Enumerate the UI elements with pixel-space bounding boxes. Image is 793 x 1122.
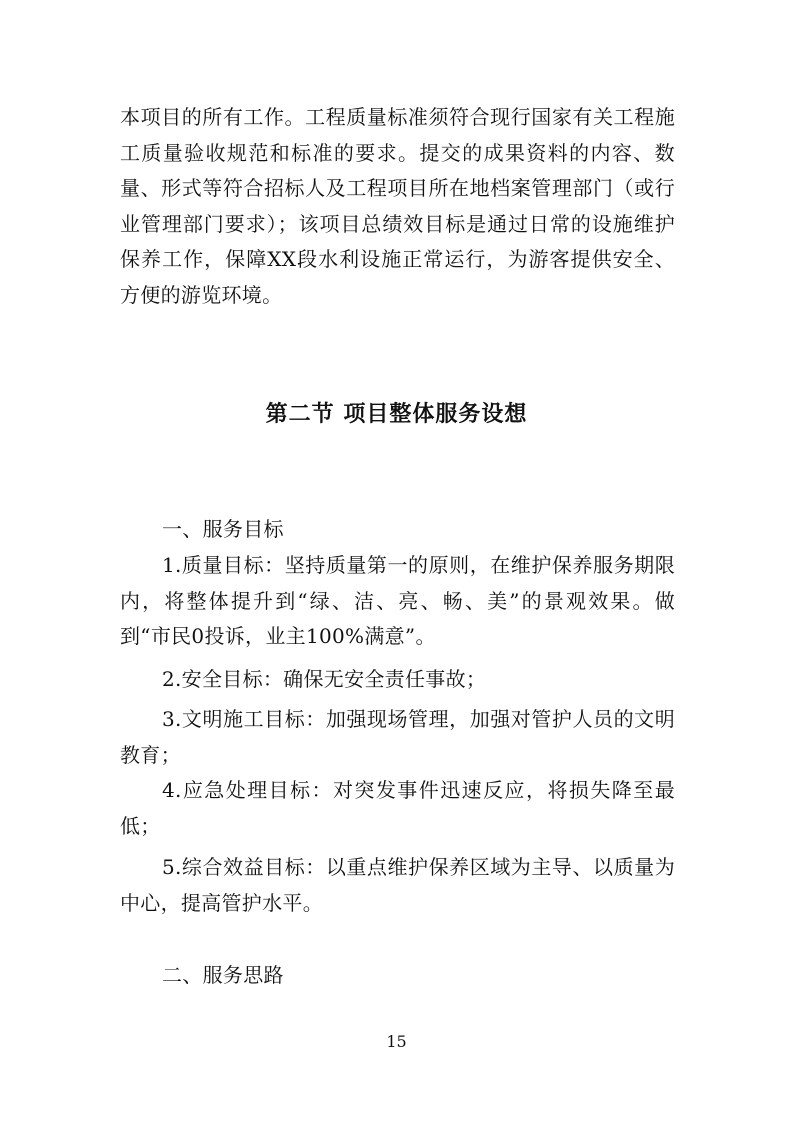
- page-number: 15: [386, 1032, 407, 1051]
- goal-quality: 1.质量目标：坚持质量第一的原则，在维护保养服务期限内，将整体提升到“绿、洁、亮、畅、美”的景观效果。做到“市民0投诉，业主100%满意”。: [120, 553, 675, 648]
- service-goals-heading: 一、服务目标: [162, 517, 284, 541]
- goal-emergency-handling: 4.应急处理目标：对突发事件迅速反应，将损失降至最低；: [120, 778, 675, 838]
- intro-paragraph: 本项目的所有工作。工程质量标准须符合现行国家有关工程施工质量验收规范和标准的要求。提交的成果资料的内容、数量、形式等符合招标人及工程项目所在地档案管理部门（或行业管理部门要求）；该项目总绩效目标是通过日常的设施维护保养工作，保障XX段水利设施正常运行，为游客提供安全、方便的游览环境。: [120, 105, 675, 307]
- goal-comprehensive-benefit: 5.综合效益目标：以重点维护保养区域为主导、以质量为中心，提高管护水平。: [120, 855, 675, 915]
- goal-safety: 2.安全目标：确保无安全责任事故；: [162, 667, 487, 691]
- goal-civilized-construction: 3.文明施工目标：加强现场管理，加强对管护人员的文明教育；: [120, 707, 675, 767]
- section-title: 第二节 项目整体服务设想: [265, 402, 528, 427]
- service-approach-heading: 二、服务思路: [162, 963, 284, 987]
